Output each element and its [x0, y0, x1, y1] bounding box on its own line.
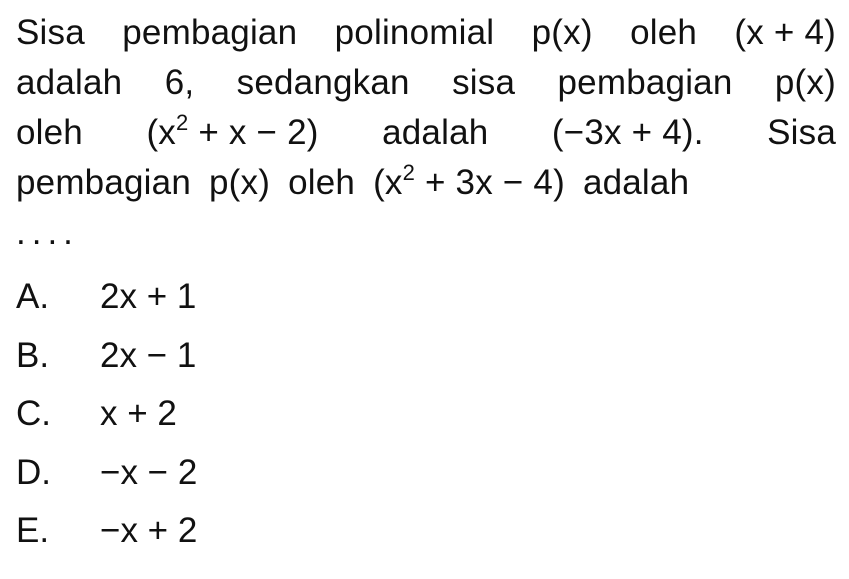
- question-line-1: [16, 8, 836, 58]
- word: pembagian: [16, 163, 191, 202]
- word: p(x): [209, 163, 271, 202]
- expr-base: (x: [146, 113, 176, 152]
- question-line-2: [16, 58, 836, 108]
- word: adalah: [582, 163, 690, 202]
- word: sisa: [452, 63, 516, 102]
- option-letter: D.: [16, 452, 51, 492]
- exponent: 2: [402, 160, 416, 185]
- exponent: 2: [176, 110, 189, 135]
- word: 6,: [164, 63, 195, 102]
- divisor-expression: [373, 158, 565, 208]
- word: oleh: [288, 163, 356, 202]
- word: pembagian: [122, 13, 298, 52]
- option-letter: E.: [16, 511, 50, 551]
- question-ellipsis: ....: [16, 213, 79, 252]
- option-a[interactable]: [16, 268, 197, 327]
- expr-rest: + x − 2): [188, 113, 319, 152]
- option-text: −x − 2: [100, 452, 198, 492]
- option-b[interactable]: [16, 327, 197, 386]
- word: Sisa: [767, 113, 836, 152]
- word: Sisa: [16, 13, 85, 52]
- option-letter: B.: [16, 335, 50, 375]
- option-text: x + 2: [100, 394, 177, 434]
- word: adalah: [382, 113, 489, 152]
- word: oleh: [16, 113, 83, 152]
- question-text: [16, 8, 836, 258]
- option-text: −x + 2: [100, 511, 198, 551]
- expr-base: (x: [373, 163, 403, 202]
- question-line-4: [16, 158, 836, 208]
- word: oleh: [630, 13, 698, 52]
- question-line-3: [16, 108, 836, 158]
- option-d[interactable]: [16, 444, 197, 503]
- word: sedangkan: [236, 63, 410, 102]
- option-letter: A.: [16, 277, 50, 317]
- expr-rest: + 3x − 4): [415, 163, 565, 202]
- word: polinomial: [334, 13, 495, 52]
- option-text: 2x − 1: [100, 335, 197, 375]
- word: pembagian: [557, 63, 733, 102]
- word: (x + 4): [734, 13, 836, 52]
- word: p(x): [531, 13, 593, 52]
- option-e[interactable]: [16, 502, 197, 561]
- word: adalah: [16, 63, 123, 102]
- divisor-expression: [146, 108, 318, 158]
- word: p(x): [774, 63, 836, 102]
- answer-options: [16, 268, 197, 561]
- option-text: 2x + 1: [100, 277, 197, 317]
- option-letter: C.: [16, 394, 51, 434]
- remainder-expression: (−3x + 4).: [551, 113, 704, 152]
- option-c[interactable]: [16, 385, 197, 444]
